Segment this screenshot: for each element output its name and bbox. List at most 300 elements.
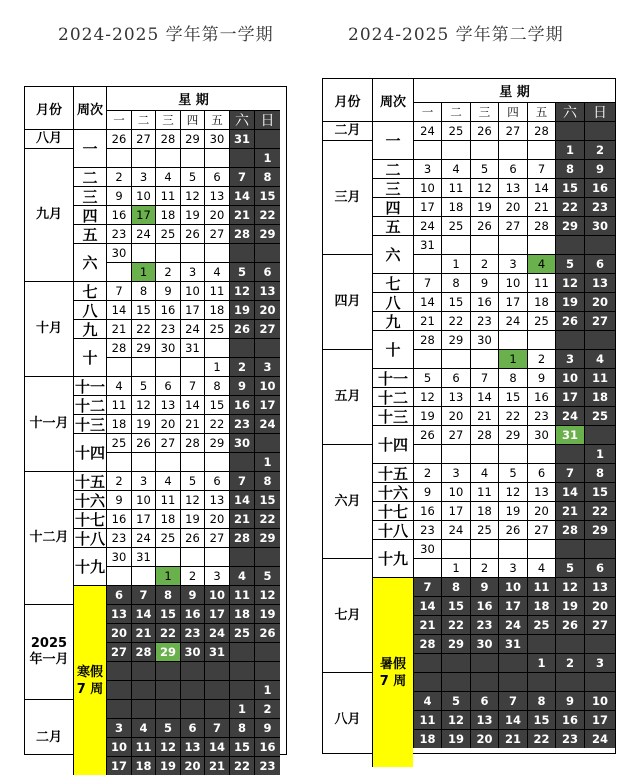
day-cell [180, 547, 204, 566]
day-cell: 15 [204, 395, 229, 414]
day-cell: 24 [413, 121, 441, 140]
day-cell: 27 [131, 129, 155, 148]
day-cell: 13 [155, 395, 180, 414]
day-cell [106, 452, 131, 471]
day-cell: 1 [498, 349, 527, 368]
day-cell [180, 699, 204, 718]
day-cell: 19 [155, 756, 180, 775]
day-cell: 6 [254, 262, 280, 281]
day-cell [204, 338, 229, 357]
day-cell [470, 140, 498, 159]
day-cell: 14 [413, 596, 441, 615]
month-header: 月份 [35, 102, 62, 118]
week-number: 十 [372, 330, 413, 368]
week-number: 十八 [74, 529, 105, 548]
day-cell: 1 [155, 566, 180, 585]
day-cell: 16 [413, 501, 441, 520]
month-label: 四月 [323, 254, 372, 349]
day-cell: 18 [204, 300, 229, 319]
day-cell: 22 [441, 311, 470, 330]
day-cell: 30 [470, 330, 498, 349]
week-number: 四 [372, 197, 413, 216]
day-cell: 22 [204, 414, 229, 433]
day-cell: 3 [413, 159, 441, 178]
day-cell: 27 [254, 319, 280, 338]
day-cell: 7 [106, 281, 131, 300]
day-cell: 22 [229, 756, 254, 775]
day-cell [527, 140, 555, 159]
day-cell: 23 [180, 623, 204, 642]
day-cell: 6 [498, 159, 527, 178]
day-cell: 20 [254, 300, 280, 319]
week-number: 十 [73, 338, 106, 376]
weekday-header: 一 [413, 102, 441, 121]
day-cell: 31 [498, 634, 527, 653]
week-number: 十三 [372, 406, 413, 425]
day-cell: 2 [106, 471, 131, 490]
day-cell: 12 [155, 737, 180, 756]
day-cell [254, 243, 280, 262]
day-cell: 29 [155, 642, 180, 661]
day-cell: 30 [106, 243, 131, 262]
day-cell: 12 [470, 178, 498, 197]
semester-1-calendar [24, 86, 287, 773]
day-cell: 28 [131, 642, 155, 661]
day-cell: 30 [155, 338, 180, 357]
day-cell: 24 [204, 623, 229, 642]
day-cell: 31 [204, 642, 229, 661]
day-cell [555, 539, 584, 558]
day-cell: 1 [555, 140, 584, 159]
day-cell: 24 [413, 216, 441, 235]
day-cell: 3 [441, 463, 470, 482]
day-cell: 9 [106, 186, 131, 205]
week-number: 十五 [74, 472, 105, 491]
day-cell: 25 [441, 216, 470, 235]
day-cell [527, 444, 555, 463]
day-cell: 2 [180, 566, 204, 585]
day-cell: 17 [204, 604, 229, 623]
week-number: 一 [73, 129, 106, 167]
day-cell: 15 [555, 178, 584, 197]
day-cell: 11 [413, 710, 441, 729]
month-label: 十月 [25, 281, 73, 376]
day-cell: 14 [106, 300, 131, 319]
day-cell: 25 [527, 311, 555, 330]
day-cell: 18 [106, 414, 131, 433]
day-cell: 8 [254, 167, 280, 186]
week-number: 九 [372, 311, 413, 330]
vacation-label: 寒假 7 周 [73, 585, 106, 775]
weekdays-title: 星 期 [106, 87, 280, 110]
day-cell: 16 [470, 292, 498, 311]
day-cell: 12 [555, 577, 584, 596]
day-cell: 2 [470, 558, 498, 577]
week-number: 十三 [74, 415, 105, 434]
day-cell: 11 [470, 482, 498, 501]
day-cell [254, 129, 280, 148]
day-cell [584, 634, 615, 653]
day-cell: 10 [584, 691, 615, 710]
month-label: 二月 [323, 121, 372, 140]
day-cell: 14 [498, 710, 527, 729]
day-cell [229, 642, 254, 661]
day-cell: 9 [555, 691, 584, 710]
day-cell: 28 [413, 330, 441, 349]
day-cell [131, 680, 155, 699]
day-cell: 21 [229, 205, 254, 224]
day-cell: 21 [204, 756, 229, 775]
day-cell: 22 [555, 197, 584, 216]
day-cell: 20 [180, 756, 204, 775]
day-cell: 4 [527, 254, 555, 273]
day-cell [180, 148, 204, 167]
day-cell: 29 [441, 330, 470, 349]
day-cell: 9 [106, 490, 131, 509]
day-cell [498, 235, 527, 254]
day-cell: 25 [106, 433, 131, 452]
day-cell [131, 699, 155, 718]
week-number: 十一 [74, 377, 105, 396]
day-cell: 21 [413, 615, 441, 634]
week-number: 二 [73, 167, 106, 186]
day-cell: 10 [498, 577, 527, 596]
day-cell: 27 [106, 642, 131, 661]
day-cell: 8 [204, 376, 229, 395]
day-cell: 14 [413, 292, 441, 311]
day-cell: 24 [254, 414, 280, 433]
weekday-header: 六 [229, 110, 254, 129]
day-cell: 20 [204, 205, 229, 224]
day-cell: 15 [254, 490, 280, 509]
day-cell: 24 [498, 311, 527, 330]
day-cell [131, 452, 155, 471]
day-cell: 8 [527, 691, 555, 710]
day-cell: 20 [498, 197, 527, 216]
month-label: 八月 [323, 672, 372, 767]
weekday-header: 日 [584, 102, 615, 121]
day-cell [180, 243, 204, 262]
week-number: 五 [372, 216, 413, 235]
day-cell: 21 [498, 729, 527, 748]
day-cell: 22 [498, 406, 527, 425]
day-cell [470, 672, 498, 691]
week-number: 八 [73, 300, 106, 319]
day-cell: 27 [527, 520, 555, 539]
day-cell: 11 [441, 178, 470, 197]
day-cell [498, 444, 527, 463]
day-cell: 19 [441, 729, 470, 748]
weekday-header: 五 [204, 110, 229, 129]
day-cell: 6 [584, 254, 615, 273]
weekday-header: 四 [498, 102, 527, 121]
day-cell: 11 [155, 490, 180, 509]
semester-1-title: 2024-2025 学年第一学期 [58, 25, 274, 45]
day-cell: 1 [527, 653, 555, 672]
day-cell: 12 [180, 186, 204, 205]
day-cell: 26 [555, 311, 584, 330]
day-cell: 9 [155, 281, 180, 300]
day-cell: 19 [498, 501, 527, 520]
weekday-header: 四 [180, 110, 204, 129]
day-cell [555, 634, 584, 653]
day-cell: 30 [229, 433, 254, 452]
day-cell [413, 349, 441, 368]
day-cell: 4 [131, 718, 155, 737]
day-cell: 12 [131, 395, 155, 414]
day-cell: 5 [413, 368, 441, 387]
day-cell [204, 452, 229, 471]
day-cell: 23 [470, 311, 498, 330]
day-cell [498, 653, 527, 672]
day-cell: 12 [413, 387, 441, 406]
semester-2-calendar [322, 78, 616, 754]
day-cell: 29 [584, 520, 615, 539]
day-cell: 2 [106, 167, 131, 186]
day-cell: 15 [155, 604, 180, 623]
month-label: 九月 [25, 148, 73, 281]
day-cell: 29 [131, 338, 155, 357]
day-cell: 30 [470, 634, 498, 653]
day-cell: 21 [470, 406, 498, 425]
week-number: 八 [372, 292, 413, 311]
day-cell: 5 [254, 566, 280, 585]
day-cell [106, 262, 131, 281]
week-number: 十八 [372, 520, 413, 539]
day-cell: 28 [229, 224, 254, 243]
day-cell [106, 148, 131, 167]
week-number: 十二 [74, 396, 105, 415]
day-cell [584, 330, 615, 349]
day-cell [254, 642, 280, 661]
day-cell [204, 699, 229, 718]
day-cell: 7 [229, 471, 254, 490]
day-cell: 24 [131, 224, 155, 243]
day-cell [155, 357, 180, 376]
day-cell [413, 653, 441, 672]
day-cell: 19 [180, 205, 204, 224]
day-cell [180, 357, 204, 376]
day-cell: 23 [527, 406, 555, 425]
day-cell: 11 [106, 395, 131, 414]
day-cell: 22 [527, 729, 555, 748]
day-cell: 29 [254, 528, 280, 547]
day-cell [155, 661, 180, 680]
day-cell: 1 [204, 357, 229, 376]
day-cell: 4 [155, 167, 180, 186]
week-number: 六 [73, 243, 106, 281]
day-cell: 6 [155, 376, 180, 395]
day-cell [441, 140, 470, 159]
day-cell: 28 [527, 121, 555, 140]
month-label: 八月 [25, 129, 73, 148]
day-cell: 24 [498, 615, 527, 634]
day-cell: 7 [527, 159, 555, 178]
day-cell: 18 [155, 205, 180, 224]
day-cell [413, 672, 441, 691]
day-cell: 14 [180, 395, 204, 414]
day-cell: 9 [527, 368, 555, 387]
day-cell: 7 [204, 718, 229, 737]
day-cell: 26 [180, 224, 204, 243]
day-cell: 20 [584, 596, 615, 615]
week-number: 十六 [372, 482, 413, 501]
day-cell: 23 [555, 729, 584, 748]
day-cell [584, 121, 615, 140]
day-cell: 18 [229, 604, 254, 623]
day-cell: 23 [106, 224, 131, 243]
day-cell: 17 [131, 205, 155, 224]
day-cell: 18 [527, 292, 555, 311]
day-cell: 19 [555, 292, 584, 311]
day-cell: 9 [470, 273, 498, 292]
day-cell [470, 444, 498, 463]
month-label: 2025 年一月 [25, 604, 73, 699]
day-cell: 17 [254, 395, 280, 414]
day-cell: 26 [498, 520, 527, 539]
day-cell: 20 [106, 623, 131, 642]
day-cell: 25 [155, 224, 180, 243]
week-number: 十二 [372, 387, 413, 406]
day-cell [555, 330, 584, 349]
day-cell: 6 [441, 368, 470, 387]
day-cell: 24 [441, 520, 470, 539]
day-cell [527, 235, 555, 254]
day-cell: 30 [584, 216, 615, 235]
day-cell: 3 [498, 254, 527, 273]
day-cell: 11 [204, 281, 229, 300]
day-cell: 10 [555, 368, 584, 387]
day-cell: 7 [131, 585, 155, 604]
day-cell: 1 [254, 452, 280, 471]
month-label: 七月 [323, 558, 372, 672]
day-cell: 28 [527, 216, 555, 235]
day-cell [204, 547, 229, 566]
day-cell: 17 [131, 509, 155, 528]
semester-2-title: 2024-2025 学年第二学期 [348, 25, 564, 45]
day-cell: 26 [470, 216, 498, 235]
day-cell: 4 [413, 691, 441, 710]
day-cell [155, 148, 180, 167]
day-cell: 24 [131, 528, 155, 547]
day-cell [180, 661, 204, 680]
day-cell: 16 [254, 737, 280, 756]
day-cell: 23 [584, 197, 615, 216]
day-cell: 13 [470, 710, 498, 729]
day-cell [441, 653, 470, 672]
day-cell [498, 539, 527, 558]
day-cell: 1 [441, 254, 470, 273]
day-cell: 15 [498, 387, 527, 406]
day-cell: 11 [527, 273, 555, 292]
day-cell [229, 661, 254, 680]
day-cell: 4 [584, 349, 615, 368]
week-number: 六 [372, 235, 413, 273]
day-cell [441, 444, 470, 463]
day-cell: 3 [204, 566, 229, 585]
day-cell: 26 [555, 615, 584, 634]
day-cell [131, 566, 155, 585]
day-cell [470, 539, 498, 558]
day-cell: 12 [229, 281, 254, 300]
day-cell: 24 [555, 406, 584, 425]
day-cell: 31 [555, 425, 584, 444]
day-cell: 17 [106, 756, 131, 775]
day-cell [155, 547, 180, 566]
day-cell [527, 634, 555, 653]
day-cell: 18 [470, 501, 498, 520]
day-cell: 9 [254, 718, 280, 737]
day-cell [155, 680, 180, 699]
day-cell: 5 [441, 691, 470, 710]
day-cell [254, 547, 280, 566]
day-cell: 28 [555, 520, 584, 539]
day-cell: 2 [470, 254, 498, 273]
day-cell: 20 [527, 501, 555, 520]
day-cell: 30 [204, 129, 229, 148]
day-cell: 2 [229, 357, 254, 376]
day-cell: 29 [254, 224, 280, 243]
day-cell: 19 [229, 300, 254, 319]
day-cell: 14 [204, 737, 229, 756]
day-cell: 16 [180, 604, 204, 623]
day-cell: 10 [441, 482, 470, 501]
day-cell: 29 [180, 129, 204, 148]
day-cell [106, 699, 131, 718]
day-cell: 29 [204, 433, 229, 452]
day-cell: 5 [131, 376, 155, 395]
day-cell: 2 [527, 349, 555, 368]
week-number: 十五 [372, 463, 413, 482]
week-number: 十一 [372, 368, 413, 387]
day-cell: 16 [584, 178, 615, 197]
day-cell: 28 [180, 433, 204, 452]
day-cell: 18 [441, 197, 470, 216]
day-cell: 11 [527, 577, 555, 596]
day-cell: 19 [180, 509, 204, 528]
day-cell: 5 [229, 262, 254, 281]
day-cell: 12 [441, 710, 470, 729]
day-cell: 12 [180, 490, 204, 509]
day-cell: 17 [584, 710, 615, 729]
day-cell: 2 [555, 653, 584, 672]
day-cell: 2 [254, 699, 280, 718]
day-cell [155, 452, 180, 471]
day-cell: 6 [527, 463, 555, 482]
day-cell: 10 [498, 273, 527, 292]
day-cell: 7 [470, 368, 498, 387]
week-number: 十九 [372, 539, 413, 577]
day-cell [441, 539, 470, 558]
day-cell: 31 [413, 235, 441, 254]
day-cell: 26 [413, 425, 441, 444]
day-cell: 20 [155, 414, 180, 433]
day-cell: 14 [131, 604, 155, 623]
day-cell: 1 [131, 262, 155, 281]
day-cell: 9 [180, 585, 204, 604]
day-cell: 25 [155, 528, 180, 547]
day-cell: 11 [131, 737, 155, 756]
day-cell: 21 [527, 197, 555, 216]
day-cell: 23 [413, 520, 441, 539]
day-cell: 25 [441, 121, 470, 140]
day-cell: 22 [254, 205, 280, 224]
day-cell [527, 330, 555, 349]
day-cell: 13 [441, 387, 470, 406]
day-cell: 30 [413, 539, 441, 558]
weekday-header: 五 [527, 102, 555, 121]
day-cell: 9 [413, 482, 441, 501]
